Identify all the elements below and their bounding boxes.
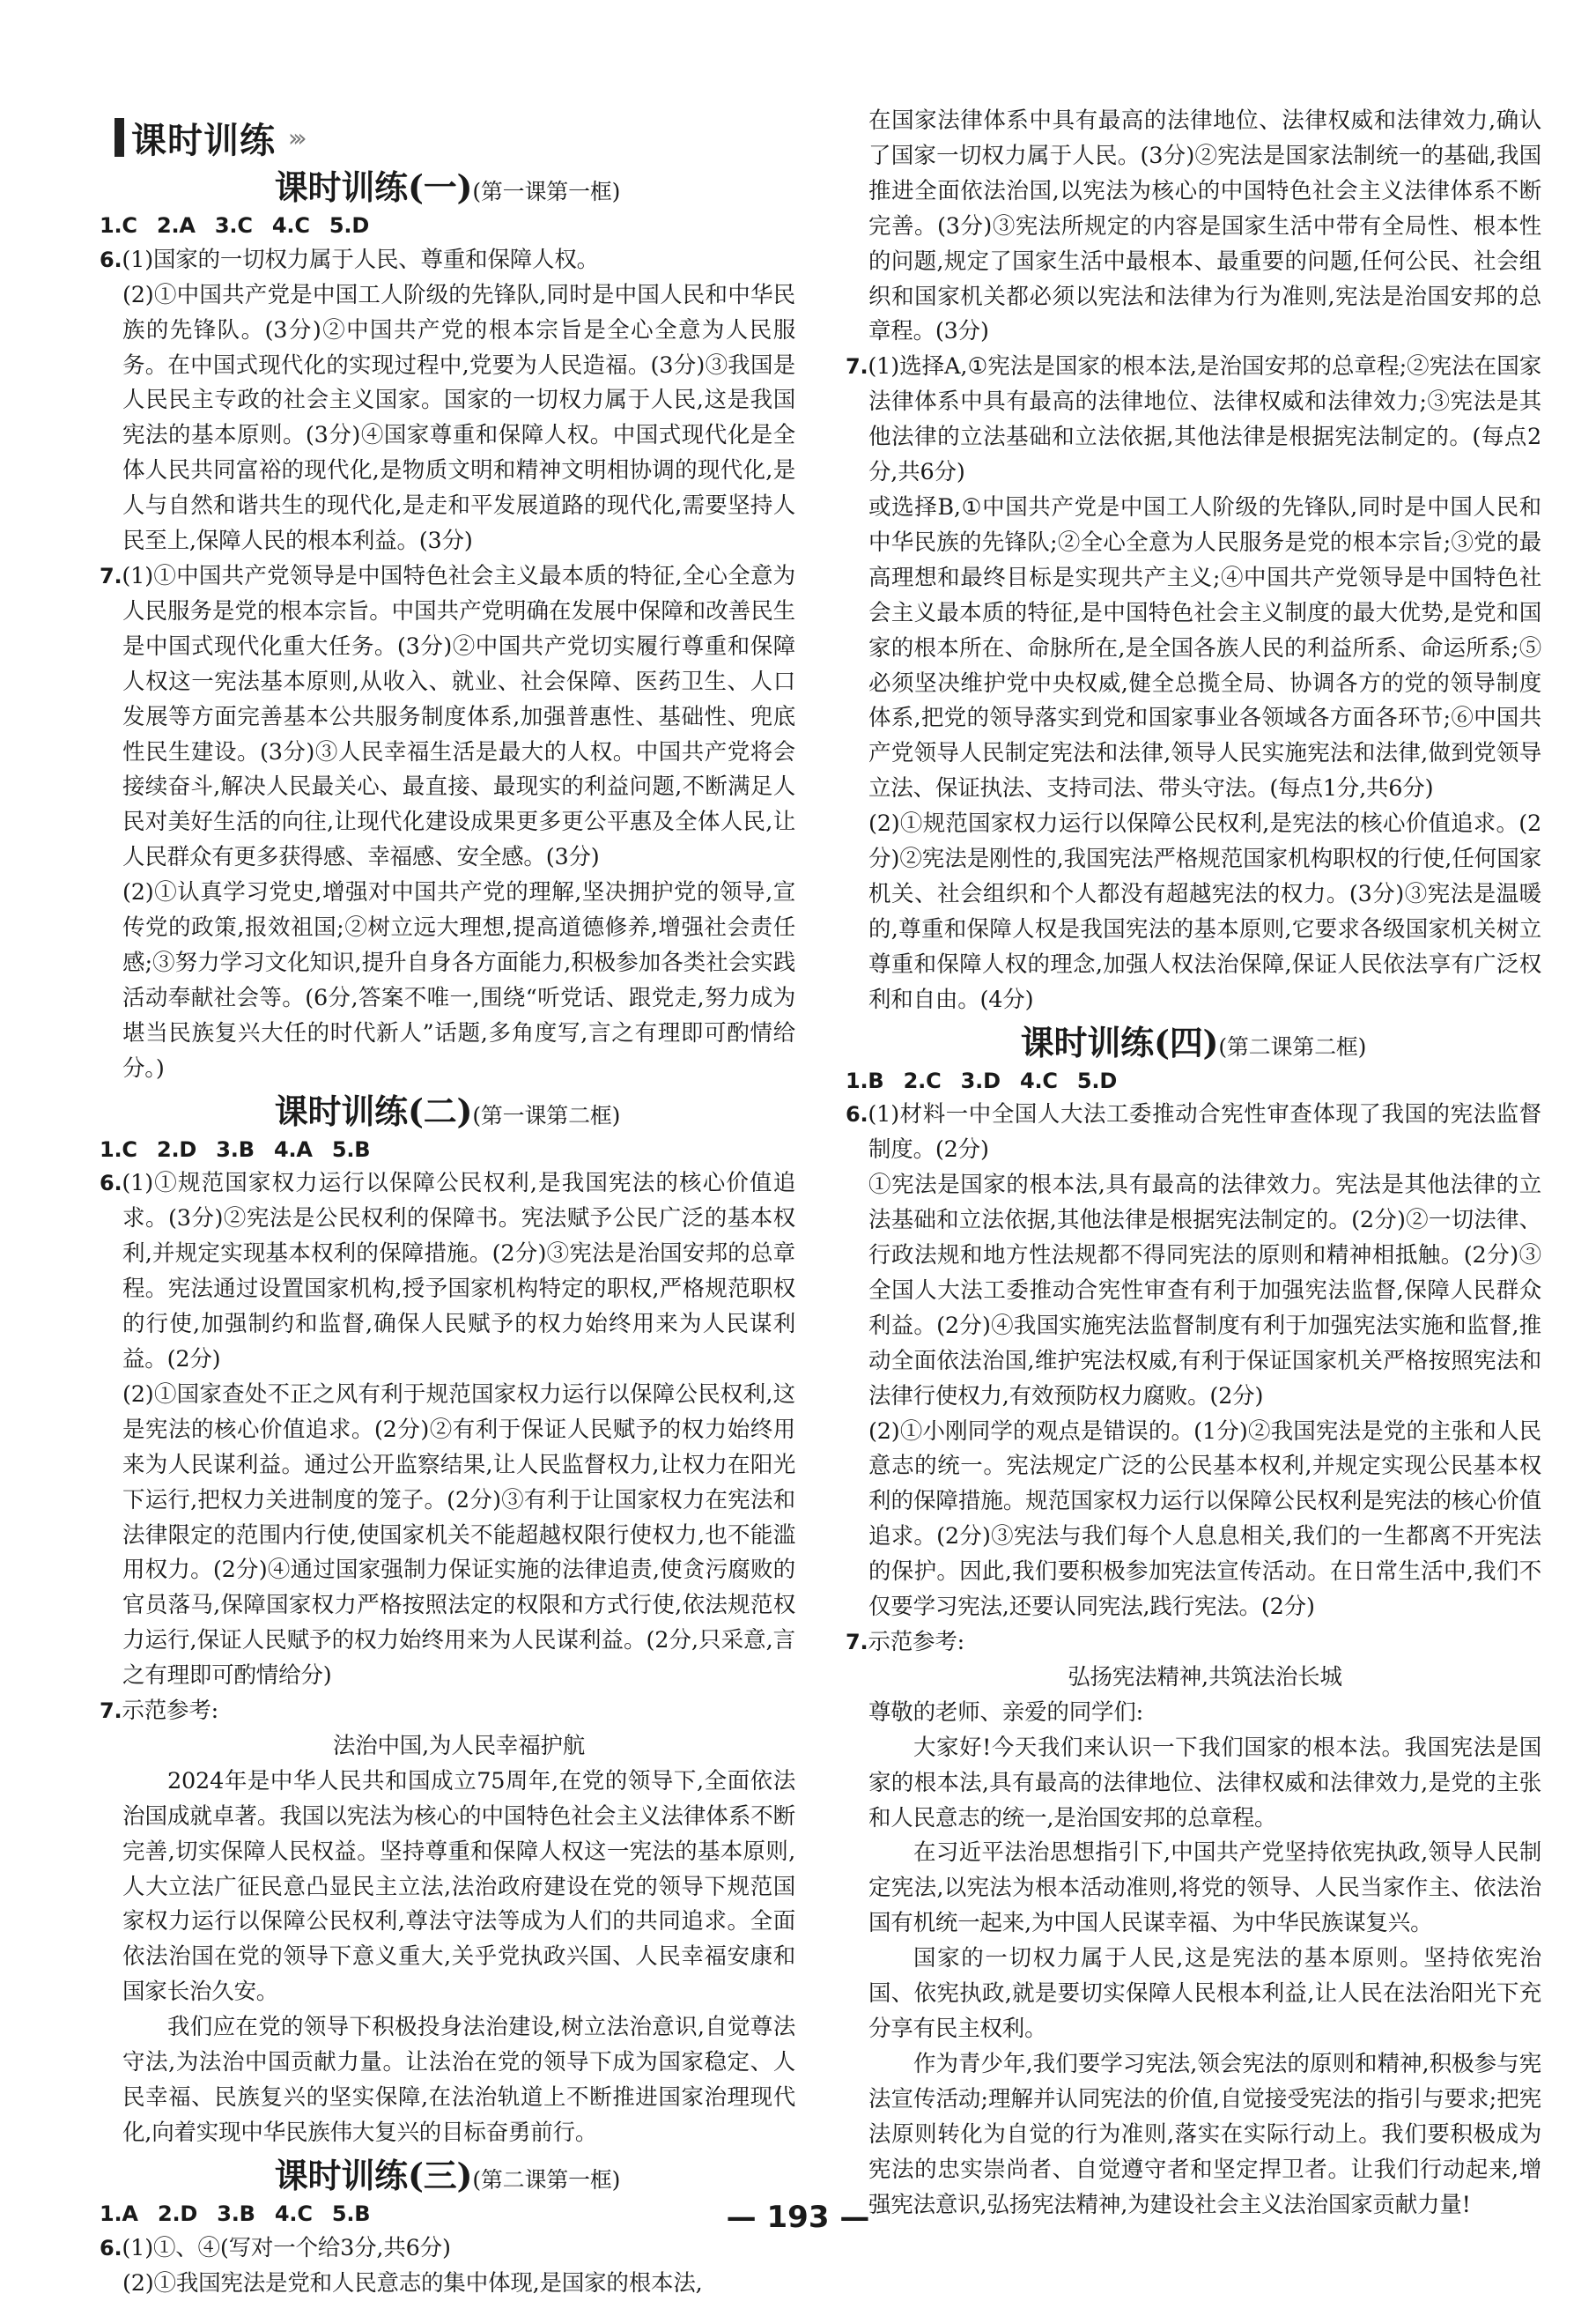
choice-answers: 1.A 2.D 3.B 4.C 5.B	[100, 2201, 371, 2227]
question-block: 7.示范参考:	[846, 1629, 965, 1655]
choice-answers: 1.B 2.C 3.D 4.C 5.D	[846, 1068, 1118, 1093]
essay-paragraph: 在习近平法治思想指引下,中国共产党坚持依宪执政,领导人民制定宪法,以宪法为根本活动准则,将党的领导、人民当家作主、依法治国有机统一起来,为中国人民谋幸福、为中华民族谋复兴。	[868, 1839, 1541, 1937]
answer-paragraph: (2)①小刚同学的观点是错误的。(1分)②我国宪法是党的主张和人民意志的统一。宪法规定广泛的公民基本权利,并规定实现公民基本权利的保障措施。规范国家权力运行以保障公民权利是宪法的核心价值追求。(2分)③宪法与我们每个人息息相关,我们的一生都离不开宪法的保护。因此,我们要积极参加宪法宣传活动。在日常生活中,我们不仅要学习宪法,还要认同宪法,践行宪法。(2分)	[868, 1417, 1541, 1621]
answer-paragraph: (2)①中国共产党是中国工人阶级的先锋队,同时是中国人民和中华民族的先锋队。(3分)②中国共产党的根本宗旨是全心全意为人民服务。在中国式现代化的实现过程中,党要为人民造福。(3分)③我国是人民民主专政的社会主义国家。国家的一切权力属于人民,这是我国宪法的基本原则。(3分)④国家尊重和保障人权。中国式现代化是全体人民共同富裕的现代化,是物质文明和精神文明相协调的现代化,是人与自然和谐共生的现代化,是走和平发展道路的现代化,需要坚持人民至上,保障人民的根本利益。(3分)	[122, 281, 795, 555]
question-block: 6.(1)材料一中全国人大法工委推动合宪性审查体现了我国的宪法监督制度。(2分)	[846, 1101, 1541, 1164]
essay-title: 法治中国,为人民幸福护航	[332, 1732, 586, 1759]
question-block: 6.(1)①规范国家权力运行以保障公民权利,是我国宪法的核心价值追求。(3分)②宪法是公民权利的保障书。宪法赋予公民广泛的基本权利,并规定实现基本权利的保障措施。(2分)③宪法是治国安邦的总章程。宪法通过设置国家机构,授予国家机构特定的职权,严格规范职权的行使,加强制约和监督,确保人民赋予的权力始终用来为人民谋利益。(2分)	[100, 1170, 795, 1372]
question-block: 7.示范参考:	[100, 1698, 219, 1725]
section-banner	[115, 115, 302, 160]
section-title: 课时训练(三)(第二课第一框)	[274, 2155, 621, 2195]
answer-paragraph: 在国家法律体系中具有最高的法律地位、法律权威和法律效力,确认了国家一切权力属于人民。(3分)②宪法是国家法制统一的基础,我国推进全面依法治国,以宪法为核心的中国特色社会主义法律体系不断完善。(3分)③宪法所规定的内容是国家生活中带有全局性、根本性的问题,规定了国家生活中最根本、最重要的问题,任何公民、社会组织和国家机关都必须以宪法和法律为行为准则,宪法是治国安邦的总章程。(3分)	[868, 107, 1541, 345]
essay-paragraph: 国家的一切权力属于人民,这是宪法的基本原则。坚持依宪治国、依宪执政,就是要切实保障人民根本利益,让人民在法治阳光下充分享有民主权利。	[868, 1945, 1541, 2042]
answer-paragraph: 或选择B,①中国共产党是中国工人阶级的先锋队,同时是中国人民和中华民族的先锋队;②全心全意为人民服务是党的根本宗旨;③党的最高理想和最终目标是实现共产主义;④中国共产党领导是中国特色社会主义最本质的特征,是中国特色社会主义制度的最大优势,是党和国家的根本所在、命脉所在,是全国各族人民的利益所系、命运所系;⑤必须坚决维护党中央权威,健全总揽全局、协调各方的党的领导制度体系,把党的领导落实到党和国家事业各领域各方面各环节;⑥中国共产党领导人民制定宪法和法律,领导人民实施宪法和法律,做到党领导立法、保证执法、支持司法、带头守法。(每点1分,共6分)	[868, 493, 1541, 803]
answer-paragraph: (2)①我国宪法是党和人民意志的集中体现,是国家的根本法,	[122, 2269, 703, 2297]
question-block: 6.(1)国家的一切权力属于人民、尊重和保障人权。	[100, 246, 599, 273]
banner-bar	[115, 118, 124, 157]
essay-paragraph: 我们应在党的领导下积极投身法治建设,树立法治意识,自觉尊法守法,为法治中国贡献力量。让法治在党的领导下成为国家稳定、人民幸福、民族复兴的坚实保障,在法治轨道上不断推进国家治理现代化,向着实现中华民族伟大复兴的目标奋勇前行。	[122, 2014, 795, 2146]
page-number: — 193 —	[726, 2200, 870, 2235]
section-title: 课时训练(四)(第二课第二框)	[1020, 1022, 1367, 1062]
choice-answers: 1.C 2.A 3.C 4.C 5.D	[100, 213, 370, 239]
right-column	[846, 104, 1541, 2223]
section-title: 课时训练(二)(第一课第二框)	[274, 1091, 621, 1131]
essay-paragraph: 2024年是中华人民共和国成立75周年,在党的领导下,全面依法治国成就卓著。我国以宪法为核心的中国特色社会主义法律体系不断完善,切实保障人民权益。坚持尊重和保障人权这一宪法的基本原则,人大立法广征民意凸显民主立法,法治政府建设在党的领导下规范国家权力运行以保障公民权利,尊法守法等成为人们的共同追求。全面依法治国在党的领导下意义重大,关乎党执政兴国、人民幸福安康和国家长治久安。	[122, 1767, 795, 2006]
left-column	[100, 163, 795, 2301]
question-block: 7.(1)选择A,①宪法是国家的根本法,是治国安邦的总章程;②宪法在国家法律体系中具有最高的法律地位、法律权威和法律效力;③宪法是其他法律的立法基础和立法依据,其他法律是根据宪法制定的。(每点2分,共6分)	[846, 353, 1541, 486]
banner-title: 课时训练	[131, 120, 276, 161]
answer-paragraph: ①宪法是国家的根本法,具有最高的法律效力。宪法是其他法律的立法基础和立法依据,其他法律是根据宪法制定的。(2分)②一切法律、行政法规和地方性法规都不得同宪法的原则和精神相抵触。(2分)③全国人大法工委推动合宪性审查有利于加强宪法监督,保障人民群众利益。(2分)④我国实施宪法监督制度有利于加强宪法实施和监督,推动全面依法治国,维护宪法权威,有利于保证国家机关严格按照宪法和法律行使权力,有效预防权力腐败。(2分)	[868, 1172, 1541, 1409]
essay-paragraph: 大家好!今天我们来认识一下我们国家的根本法。我国宪法是国家的根本法,具有最高的法律地位、法律权威和法律效力,是党的主张和人民意志的统一,是治国安邦的总章程。	[868, 1734, 1541, 1831]
chevrons-icon: ›››	[288, 122, 302, 152]
section-title: 课时训练(一)(第一课第一框)	[274, 167, 621, 207]
essay-paragraph: 作为青少年,我们要学习宪法,领会宪法的原则和精神,积极参与宪法宣传活动;理解并认同宪法的价值,自觉接受宪法的指引与要求;把宪法原则转化为自觉的行为准则,落实在实际行动上。我们要积极成为宪法的忠实崇尚者、自觉遵守者和坚定捍卫者。让我们行动起来,增强宪法意识,弘扬宪法精神,为建设社会主义法治国家贡献力量!	[868, 2050, 1541, 2218]
answer-paragraph: (2)①规范国家权力运行以保障公民权利,是宪法的核心价值追求。(2分)②宪法是刚性的,我国宪法严格规范国家机构职权的行使,任何国家机关、社会组织和个人都没有超越宪法的权力。(3分)③宪法是温暖的,尊重和保障人权是我国宪法的基本原则,它要求各级国家机关树立尊重和保障人权的理念,加强人权法治保障,保证人民依法享有广泛权利和自由。(4分)	[868, 810, 1541, 1013]
essay-greeting: 尊敬的老师、亲爱的同学们:	[868, 1698, 1143, 1726]
answer-paragraph: (2)①认真学习党史,增强对中国共产党的理解,坚决拥护党的领导,宣传党的政策,报效祖国;②树立远大理想,提高道德修养,增强社会责任感;③努力学习文化知识,提升自身各方面能力,积极参加各类社会实践活动奉献社会等。(6分,答案不唯一,围绕“听党话、跟党走,努力成为堪当民族复兴大任的时代新人”话题,多角度写,言之有理即可酌情给分。)	[122, 879, 795, 1082]
question-block: 7.(1)①中国共产党领导是中国特色社会主义最本质的特征,全心全意为人民服务是党的根本宗旨。中国共产党明确在发展中保障和改善民生是中国式现代化重大任务。(3分)②中国共产党切实履行尊重和保障人权这一宪法基本原则,从收入、就业、社会保障、医药卫生、人口发展等方面完善基本公共服务制度体系,加强普惠性、基础性、兜底性民生建设。(3分)③人民幸福生活是最大的人权。中国共产党将会接续奋斗,解决人民最关心、最直接、最现实的利益问题,不断满足人民对美好生活的向往,让现代化建设成果更多更公平惠及全体人民,让人民群众有更多获得感、幸福感、安全感。(3分)	[100, 563, 795, 871]
choice-answers: 1.C 2.D 3.B 4.A 5.B	[100, 1136, 371, 1162]
essay-title: 弘扬宪法精神,共筑法治长城	[1068, 1663, 1342, 1691]
answer-paragraph: (2)①国家查处不正之风有利于规范国家权力运行以保障公民权利,这是宪法的核心价值追求。(2分)②有利于保证人民赋予的权力始终用来为人民谋利益。通过公开监察结果,让人民监督权力,让权力在阳光下运行,把权力关进制度的笼子。(2分)③有利于让国家权力在宪法和法律限定的范围内行使,使国家机关不能超越权限行使权力,也不能滥用权力。(2分)④通过国家强制力保证实施的法律追责,使贪污腐败的官员落马,保障国家权力严格按照法定的权限和方式行使,依法规范权力运行,保证人民赋予的权力始终用来为人民谋利益。(2分,只采意,言之有理即可酌情给分)	[122, 1380, 795, 1690]
question-block: 6.(1)①、④(写对一个给3分,共6分)	[100, 2234, 451, 2261]
